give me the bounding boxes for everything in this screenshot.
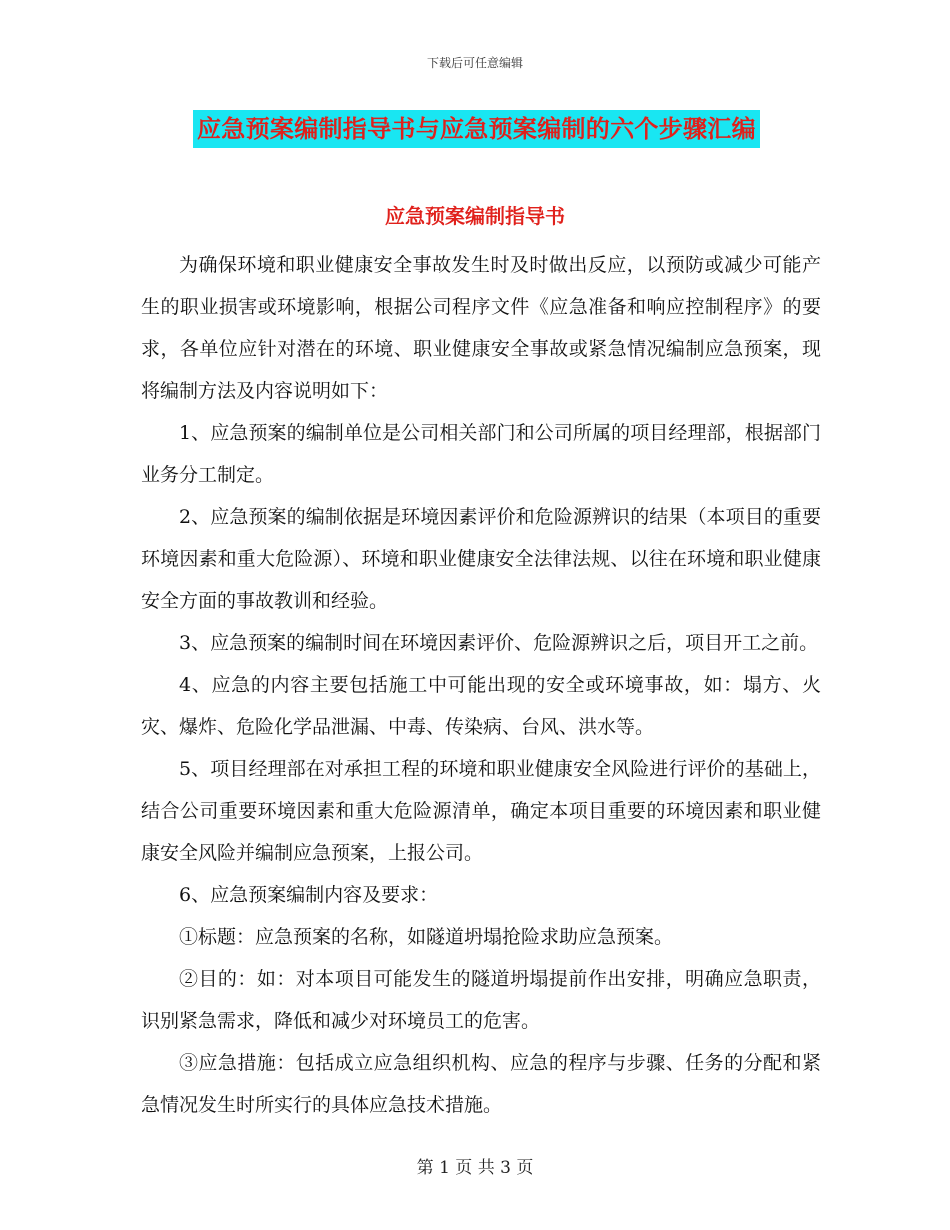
paragraph-subitem-purpose: ②目的：如：对本项目可能发生的隧道坍塌提前作出安排，明确应急职责，识别紧急需求，降低和减少对环境员工的危害。 (141, 968, 821, 1032)
intro-paragraph: 为确保环境和职业健康安全事故发生时及时做出反应，以预防或减少可能产生的职业损害或环境影响，根据公司程序文件《应急准备和响应控制程序》的要求，各单位应针对潜在的环境、职业健康安全事故或紧急情况编制应急预案，现将编制方法及内容说明如下： (141, 254, 821, 402)
section-title: 应急预案编制指导书 (385, 204, 565, 228)
document-title: 应急预案编制指导书与应急预案编制的六个步骤汇编 (193, 110, 760, 148)
paragraph-subitem-title: ①标题：应急预案的名称，如隧道坍塌抢险求助应急预案。 (179, 926, 674, 948)
paragraph-item-5: 5、项目经理部在对承担工程的环境和职业健康安全风险进行评价的基础上，结合公司重要环境因素和重大危险源清单，确定本项目重要的环境因素和职业健康安全风险并编制应急预案，上报公司。 (141, 758, 821, 864)
page-footer: 第 1 页 共 3 页 (416, 1158, 534, 1178)
paragraph-item-6: 6、应急预案编制内容及要求： (179, 884, 439, 906)
paragraph-item-2: 2、应急预案的编制依据是环境因素评价和危险源辨识的结果（本项目的重要环境因素和重大危险源）、环境和职业健康安全法律法规、以往在环境和职业健康安全方面的事故教训和经验。 (141, 506, 821, 612)
paragraph-item-1: 1、应急预案的编制单位是公司相关部门和公司所属的项目经理部，根据部门业务分工制定。 (141, 422, 821, 486)
paragraph-item-4: 4、应急的内容主要包括施工中可能出现的安全或环境事故，如：塌方、火灾、爆炸、危险化学品泄漏、中毒、传染病、台风、洪水等。 (141, 674, 821, 738)
page-header-note: 下载后可任意编辑 (426, 56, 523, 70)
paragraph-item-3: 3、应急预案的编制时间在环境因素评价、危险源辨识之后，项目开工之前。 (179, 632, 819, 654)
paragraph-subitem-measures: ③应急措施：包括成立应急组织机构、应急的程序与步骤、任务的分配和紧急情况发生时所实行的具体应急技术措施。 (141, 1052, 821, 1116)
document-body (141, 244, 821, 1126)
